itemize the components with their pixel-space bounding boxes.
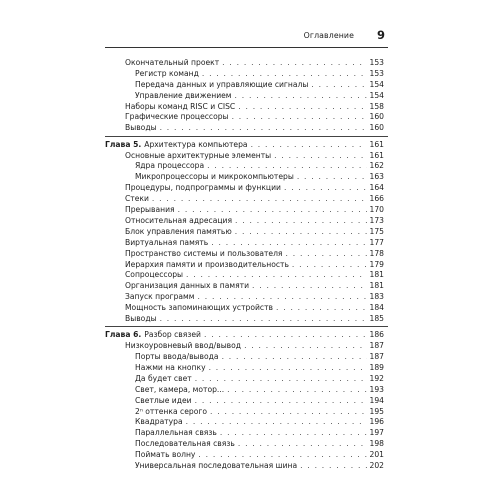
toc-entry-title: Процедуры, подпрограммы и функции: [125, 183, 281, 192]
toc-entry-title: Выводы: [125, 123, 157, 132]
toc-entry-page: 173: [369, 216, 384, 225]
toc-chapter-number: Глава 6.: [105, 330, 142, 339]
toc-entry-page: 183: [369, 292, 384, 301]
toc-entry-page: 184: [369, 303, 384, 312]
toc-entry-page: 194: [369, 396, 384, 405]
chapter-divider: [105, 136, 388, 137]
toc-entry-title: Графические процессоры: [125, 112, 229, 121]
toc-entry-page: 153: [369, 58, 384, 67]
toc-entry-title: Низкоуровневый ввод/вывод: [125, 341, 242, 350]
toc-entry-title: Пространство системы и пользователя: [125, 249, 283, 258]
toc-entry-page: 177: [369, 238, 384, 247]
toc-entry-page: 178: [369, 249, 384, 258]
toc-entry-title: Микропроцессоры и микрокомпьютеры: [135, 172, 294, 181]
page-number: 9: [376, 28, 385, 42]
toc-entry-page: 185: [369, 314, 384, 323]
toc-entry-page: 189: [369, 363, 384, 372]
toc-entry-title: Относительная адресация: [125, 216, 233, 225]
toc-entry-title: Квадратура: [135, 417, 183, 426]
running-header-title: Оглавление: [303, 31, 354, 40]
toc-entry-page: 192: [369, 374, 384, 383]
toc-entry-page: 195: [369, 407, 384, 416]
toc-entry-title: Виртуальная память: [125, 238, 209, 247]
toc-entry-page: 181: [369, 270, 384, 279]
toc-entry-page: 179: [369, 260, 384, 269]
toc-entry-page: 175: [369, 227, 384, 236]
toc-entry-page: 158: [369, 102, 384, 111]
toc-entry-title: Блок управления памятью: [125, 227, 232, 236]
toc-entry-page: 187: [369, 352, 384, 361]
toc-entry-page: 166: [369, 194, 384, 203]
toc-entry-title: Порты ввода/вывода: [135, 352, 219, 361]
dot-leader: [300, 460, 366, 472]
toc-entry-title: Разбор связей: [144, 330, 201, 339]
toc-entry-title: Поймать волну: [135, 450, 196, 459]
toc-entry-title: Универсальная последовательная шина: [135, 461, 298, 470]
toc-entry-title: Основные архитектурные элементы: [125, 151, 272, 160]
toc-entry-page: 161: [369, 140, 384, 149]
toc-entry-page: 201: [369, 450, 384, 459]
toc-entry-title: Свет, камера, мотор...: [135, 385, 225, 394]
toc-entry-title: Последовательная связь: [135, 439, 235, 448]
toc-entry-page: 160: [369, 123, 384, 132]
toc-entry-page: 181: [369, 281, 384, 290]
toc-entry-title: Управление движением: [135, 91, 232, 100]
toc-entry: [125, 313, 384, 325]
toc-entry-title: Светлые идеи: [135, 396, 192, 405]
toc-entry-page: 196: [369, 417, 384, 426]
toc-entry-title: Ядра процессора: [135, 161, 205, 170]
toc-entry-title: Окончательный проект: [125, 58, 220, 67]
toc-entry-title: Стеки: [125, 194, 149, 203]
toc-entry-title: Наборы команд RISC и CISC: [125, 102, 236, 111]
toc-entry-page: 154: [369, 80, 384, 89]
chapter-divider: [105, 326, 388, 327]
dot-leader: [160, 122, 367, 134]
toc-entry-title: 2ⁿ оттенка серого: [135, 407, 208, 416]
toc-entry-page: 162: [369, 161, 384, 170]
toc-entry-title: Выводы: [125, 314, 157, 323]
toc-entry: [135, 460, 384, 472]
toc-entry-page: 193: [369, 385, 384, 394]
toc-entry-title: Передача данных и управляющие сигналы: [135, 80, 309, 89]
toc-entry-page: 198: [369, 439, 384, 448]
toc-entry-page: 186: [369, 330, 384, 339]
toc-entry-page: 153: [369, 69, 384, 78]
toc-entry-page: 154: [369, 91, 384, 100]
toc-entry-title: Прерывания: [125, 205, 175, 214]
toc-entry-title: Нажми на кнопку: [135, 363, 206, 372]
toc-entry-page: 160: [369, 112, 384, 121]
toc-entry-page: 170: [369, 205, 384, 214]
toc-entry-title: Параллельная связь: [135, 428, 217, 437]
toc-entry-title: Регистр команд: [135, 69, 199, 78]
toc-entry-page: 187: [369, 341, 384, 350]
toc-entry-page: 163: [369, 172, 384, 181]
running-header: [105, 27, 388, 48]
toc-entry-title: Иерархия памяти и производительность: [125, 260, 289, 269]
toc-entry: [125, 122, 384, 134]
toc-entry-title: Мощность запоминающих устройств: [125, 303, 273, 312]
toc-chapter-number: Глава 5.: [105, 140, 142, 149]
toc-entry-page: 164: [369, 183, 384, 192]
toc-entry-title: Архитектура компьютера: [144, 140, 248, 149]
dot-leader: [160, 313, 367, 325]
toc-entry-page: 197: [369, 428, 384, 437]
toc-entry-title: Да будет свет: [135, 374, 192, 383]
toc-entry-title: Запуск программ: [125, 292, 195, 301]
toc-entry-title: Организация данных в памяти: [125, 281, 250, 290]
toc-entry-page: 202: [369, 461, 384, 470]
toc-entry-page: 161: [369, 151, 384, 160]
toc-entry-title: Сопроцессоры: [125, 270, 184, 279]
